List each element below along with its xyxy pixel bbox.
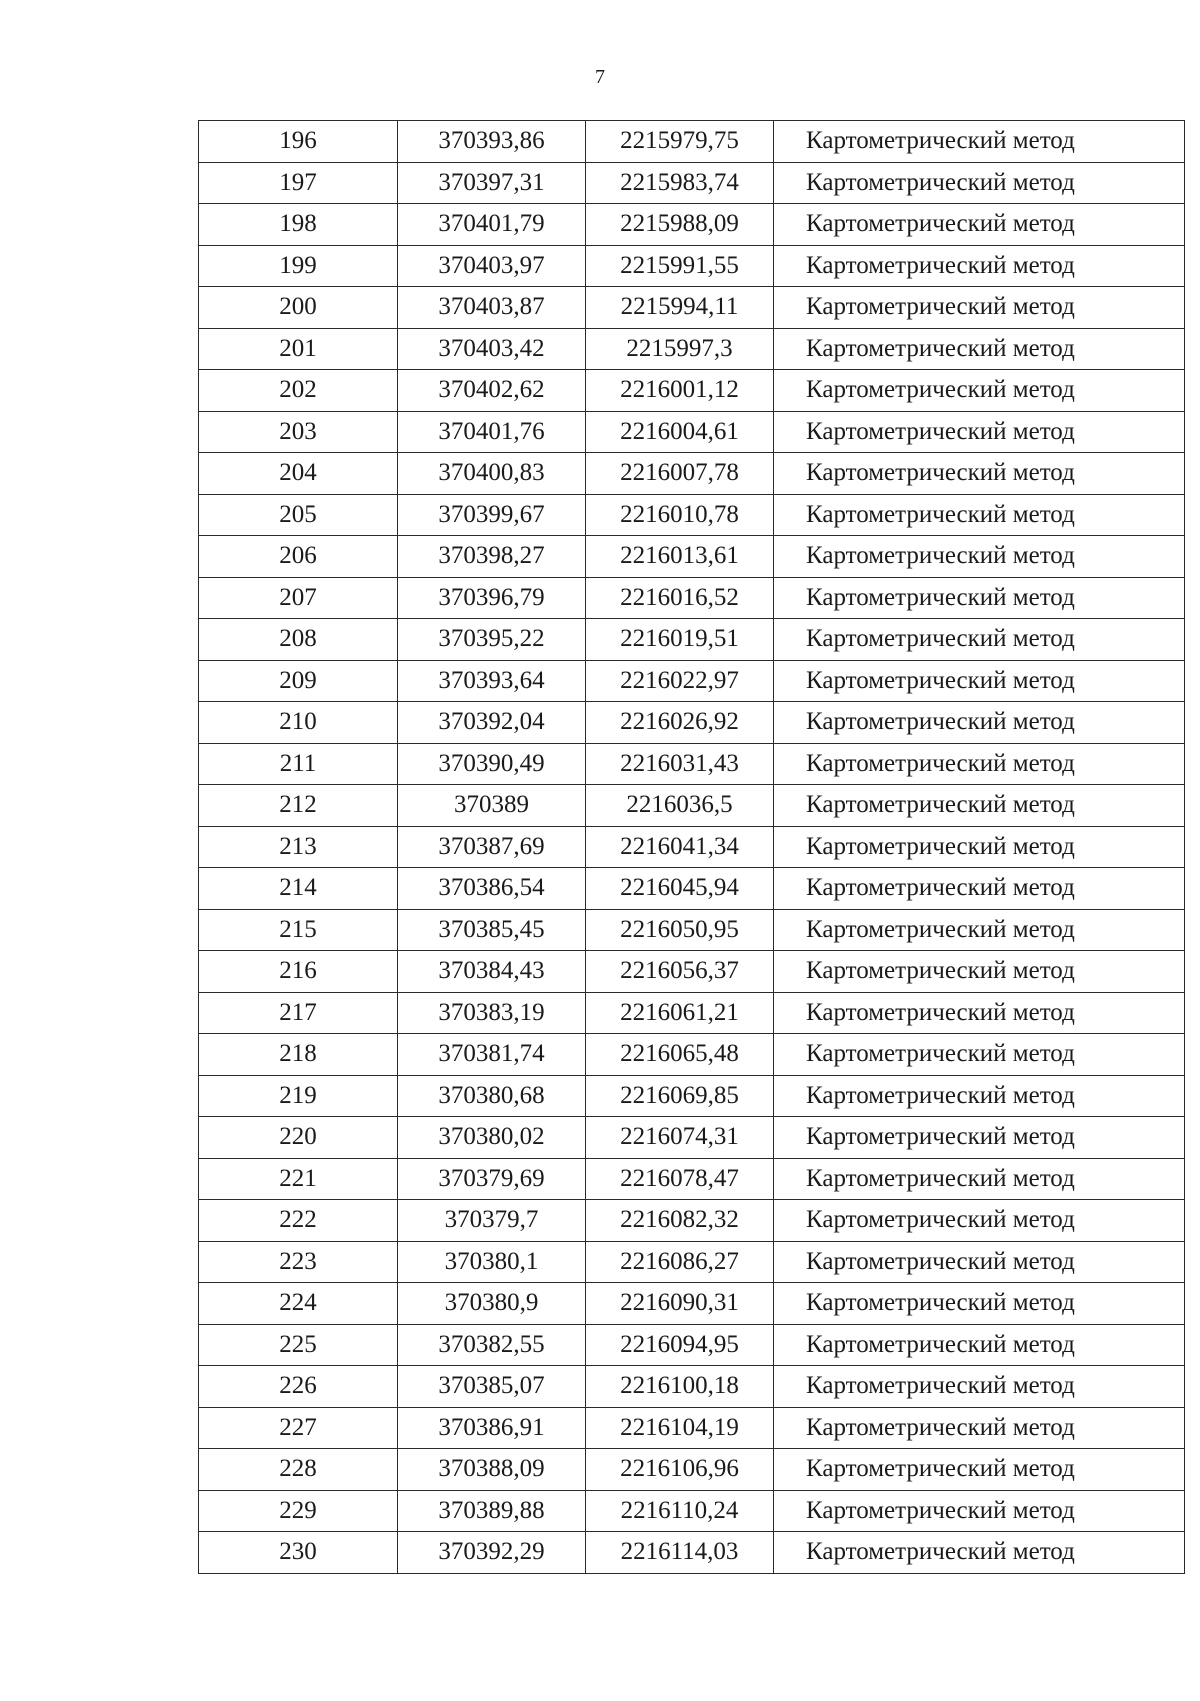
- x-coordinate-cell: 370387,69: [398, 826, 586, 868]
- x-coordinate-cell: 370401,76: [398, 411, 586, 453]
- point-number-cell: 215: [199, 909, 398, 951]
- method-cell: Картометрический метод: [774, 702, 1185, 744]
- point-number-cell: 229: [199, 1490, 398, 1532]
- point-number-cell: 223: [199, 1241, 398, 1283]
- x-coordinate-cell: 370392,04: [398, 702, 586, 744]
- point-number-cell: 228: [199, 1449, 398, 1491]
- x-coordinate-cell: 370386,91: [398, 1407, 586, 1449]
- table-row: [199, 826, 1185, 868]
- method-cell: Картометрический метод: [774, 1117, 1185, 1159]
- x-coordinate-cell: 370402,62: [398, 370, 586, 412]
- table-row: [199, 204, 1185, 246]
- x-coordinate-cell: 370393,64: [398, 660, 586, 702]
- x-coordinate-cell: 370380,9: [398, 1283, 586, 1325]
- table-row: [199, 1407, 1185, 1449]
- x-coordinate-cell: 370385,45: [398, 909, 586, 951]
- method-cell: Картометрический метод: [774, 1490, 1185, 1532]
- point-number-cell: 197: [199, 162, 398, 204]
- method-cell: Картометрический метод: [774, 1449, 1185, 1491]
- table-row: [199, 1241, 1185, 1283]
- y-coordinate-cell: 2216056,37: [586, 951, 774, 993]
- method-cell: Картометрический метод: [774, 1034, 1185, 1076]
- table-row: [199, 909, 1185, 951]
- x-coordinate-cell: 370380,1: [398, 1241, 586, 1283]
- y-coordinate-cell: 2216074,31: [586, 1117, 774, 1159]
- x-coordinate-cell: 370382,55: [398, 1324, 586, 1366]
- x-coordinate-cell: 370393,86: [398, 121, 586, 163]
- y-coordinate-cell: 2216094,95: [586, 1324, 774, 1366]
- point-number-cell: 220: [199, 1117, 398, 1159]
- method-cell: Картометрический метод: [774, 951, 1185, 993]
- y-coordinate-cell: 2216016,52: [586, 577, 774, 619]
- page-number: 7: [595, 66, 605, 88]
- point-number-cell: 199: [199, 245, 398, 287]
- table-row: [199, 453, 1185, 495]
- y-coordinate-cell: 2215994,11: [586, 287, 774, 329]
- point-number-cell: 205: [199, 494, 398, 536]
- x-coordinate-cell: 370389,88: [398, 1490, 586, 1532]
- table-row: [199, 868, 1185, 910]
- point-number-cell: 208: [199, 619, 398, 661]
- y-coordinate-cell: 2215988,09: [586, 204, 774, 246]
- x-coordinate-cell: 370384,43: [398, 951, 586, 993]
- x-coordinate-cell: 370403,87: [398, 287, 586, 329]
- method-cell: Картометрический метод: [774, 1241, 1185, 1283]
- x-coordinate-cell: 370395,22: [398, 619, 586, 661]
- point-number-cell: 226: [199, 1366, 398, 1408]
- method-cell: Картометрический метод: [774, 453, 1185, 495]
- table-row: [199, 1449, 1185, 1491]
- point-number-cell: 219: [199, 1075, 398, 1117]
- method-cell: Картометрический метод: [774, 536, 1185, 578]
- x-coordinate-cell: 370383,19: [398, 992, 586, 1034]
- method-cell: Картометрический метод: [774, 743, 1185, 785]
- y-coordinate-cell: 2216086,27: [586, 1241, 774, 1283]
- y-coordinate-cell: 2215979,75: [586, 121, 774, 163]
- table-row: [199, 1283, 1185, 1325]
- method-cell: Картометрический метод: [774, 370, 1185, 412]
- x-coordinate-cell: 370397,31: [398, 162, 586, 204]
- method-cell: Картометрический метод: [774, 162, 1185, 204]
- y-coordinate-cell: 2216001,12: [586, 370, 774, 412]
- y-coordinate-cell: 2216090,31: [586, 1283, 774, 1325]
- point-number-cell: 221: [199, 1158, 398, 1200]
- point-number-cell: 230: [199, 1532, 398, 1574]
- y-coordinate-cell: 2216082,32: [586, 1200, 774, 1242]
- x-coordinate-cell: 370392,29: [398, 1532, 586, 1574]
- y-coordinate-cell: 2216104,19: [586, 1407, 774, 1449]
- coordinates-table: [198, 120, 1185, 1574]
- table-row: [199, 1532, 1185, 1574]
- method-cell: Картометрический метод: [774, 121, 1185, 163]
- x-coordinate-cell: 370379,69: [398, 1158, 586, 1200]
- point-number-cell: 203: [199, 411, 398, 453]
- point-number-cell: 209: [199, 660, 398, 702]
- point-number-cell: 198: [199, 204, 398, 246]
- point-number-cell: 207: [199, 577, 398, 619]
- point-number-cell: 206: [199, 536, 398, 578]
- method-cell: Картометрический метод: [774, 909, 1185, 951]
- table-row: [199, 245, 1185, 287]
- y-coordinate-cell: 2216010,78: [586, 494, 774, 536]
- method-cell: Картометрический метод: [774, 245, 1185, 287]
- y-coordinate-cell: 2216004,61: [586, 411, 774, 453]
- method-cell: Картометрический метод: [774, 411, 1185, 453]
- x-coordinate-cell: 370380,02: [398, 1117, 586, 1159]
- table-row: [199, 743, 1185, 785]
- table-row: [199, 951, 1185, 993]
- point-number-cell: 224: [199, 1283, 398, 1325]
- x-coordinate-cell: 370386,54: [398, 868, 586, 910]
- y-coordinate-cell: 2216100,18: [586, 1366, 774, 1408]
- y-coordinate-cell: 2216026,92: [586, 702, 774, 744]
- point-number-cell: 217: [199, 992, 398, 1034]
- table-row: [199, 992, 1185, 1034]
- method-cell: Картометрический метод: [774, 868, 1185, 910]
- table-row: [199, 660, 1185, 702]
- x-coordinate-cell: 370398,27: [398, 536, 586, 578]
- y-coordinate-cell: 2215983,74: [586, 162, 774, 204]
- method-cell: Картометрический метод: [774, 660, 1185, 702]
- table-row: [199, 1490, 1185, 1532]
- x-coordinate-cell: 370389: [398, 785, 586, 827]
- y-coordinate-cell: 2216036,5: [586, 785, 774, 827]
- x-coordinate-cell: 370399,67: [398, 494, 586, 536]
- table-row: [199, 162, 1185, 204]
- method-cell: Картометрический метод: [774, 577, 1185, 619]
- table-row: [199, 1324, 1185, 1366]
- point-number-cell: 201: [199, 328, 398, 370]
- x-coordinate-cell: 370379,7: [398, 1200, 586, 1242]
- table-row: [199, 702, 1185, 744]
- method-cell: Картометрический метод: [774, 1075, 1185, 1117]
- point-number-cell: 212: [199, 785, 398, 827]
- method-cell: Картометрический метод: [774, 826, 1185, 868]
- x-coordinate-cell: 370400,83: [398, 453, 586, 495]
- x-coordinate-cell: 370380,68: [398, 1075, 586, 1117]
- y-coordinate-cell: 2216045,94: [586, 868, 774, 910]
- table-row: [199, 287, 1185, 329]
- x-coordinate-cell: 370396,79: [398, 577, 586, 619]
- table-row: [199, 619, 1185, 661]
- x-coordinate-cell: 370385,07: [398, 1366, 586, 1408]
- y-coordinate-cell: 2216061,21: [586, 992, 774, 1034]
- point-number-cell: 218: [199, 1034, 398, 1076]
- table-row: [199, 536, 1185, 578]
- point-number-cell: 211: [199, 743, 398, 785]
- coordinates-table-body: [199, 121, 1185, 1574]
- point-number-cell: 216: [199, 951, 398, 993]
- table-row: [199, 370, 1185, 412]
- y-coordinate-cell: 2216106,96: [586, 1449, 774, 1491]
- y-coordinate-cell: 2216110,24: [586, 1490, 774, 1532]
- y-coordinate-cell: 2216019,51: [586, 619, 774, 661]
- y-coordinate-cell: 2215997,3: [586, 328, 774, 370]
- method-cell: Картометрический метод: [774, 1283, 1185, 1325]
- x-coordinate-cell: 370388,09: [398, 1449, 586, 1491]
- table-row: [199, 1158, 1185, 1200]
- y-coordinate-cell: 2216013,61: [586, 536, 774, 578]
- table-row: [199, 1200, 1185, 1242]
- y-coordinate-cell: 2215991,55: [586, 245, 774, 287]
- method-cell: Картометрический метод: [774, 494, 1185, 536]
- method-cell: Картометрический метод: [774, 204, 1185, 246]
- point-number-cell: 202: [199, 370, 398, 412]
- table-row: [199, 328, 1185, 370]
- table-row: [199, 577, 1185, 619]
- x-coordinate-cell: 370390,49: [398, 743, 586, 785]
- table-row: [199, 1075, 1185, 1117]
- table-row: [199, 494, 1185, 536]
- table-row: [199, 785, 1185, 827]
- point-number-cell: 204: [199, 453, 398, 495]
- table-row: [199, 411, 1185, 453]
- table-row: [199, 1117, 1185, 1159]
- y-coordinate-cell: 2216078,47: [586, 1158, 774, 1200]
- point-number-cell: 213: [199, 826, 398, 868]
- point-number-cell: 222: [199, 1200, 398, 1242]
- table-row: [199, 1366, 1185, 1408]
- method-cell: Картометрический метод: [774, 1324, 1185, 1366]
- method-cell: Картометрический метод: [774, 992, 1185, 1034]
- y-coordinate-cell: 2216031,43: [586, 743, 774, 785]
- method-cell: Картометрический метод: [774, 619, 1185, 661]
- y-coordinate-cell: 2216114,03: [586, 1532, 774, 1574]
- table-row: [199, 121, 1185, 163]
- method-cell: Картометрический метод: [774, 1158, 1185, 1200]
- x-coordinate-cell: 370401,79: [398, 204, 586, 246]
- point-number-cell: 200: [199, 287, 398, 329]
- table-row: [199, 1034, 1185, 1076]
- y-coordinate-cell: 2216069,85: [586, 1075, 774, 1117]
- point-number-cell: 227: [199, 1407, 398, 1449]
- point-number-cell: 196: [199, 121, 398, 163]
- y-coordinate-cell: 2216007,78: [586, 453, 774, 495]
- x-coordinate-cell: 370403,97: [398, 245, 586, 287]
- x-coordinate-cell: 370403,42: [398, 328, 586, 370]
- method-cell: Картометрический метод: [774, 1366, 1185, 1408]
- point-number-cell: 210: [199, 702, 398, 744]
- method-cell: Картометрический метод: [774, 1200, 1185, 1242]
- point-number-cell: 214: [199, 868, 398, 910]
- point-number-cell: 225: [199, 1324, 398, 1366]
- method-cell: Картометрический метод: [774, 328, 1185, 370]
- y-coordinate-cell: 2216022,97: [586, 660, 774, 702]
- y-coordinate-cell: 2216065,48: [586, 1034, 774, 1076]
- method-cell: Картометрический метод: [774, 785, 1185, 827]
- y-coordinate-cell: 2216041,34: [586, 826, 774, 868]
- y-coordinate-cell: 2216050,95: [586, 909, 774, 951]
- x-coordinate-cell: 370381,74: [398, 1034, 586, 1076]
- method-cell: Картометрический метод: [774, 287, 1185, 329]
- method-cell: Картометрический метод: [774, 1407, 1185, 1449]
- method-cell: Картометрический метод: [774, 1532, 1185, 1574]
